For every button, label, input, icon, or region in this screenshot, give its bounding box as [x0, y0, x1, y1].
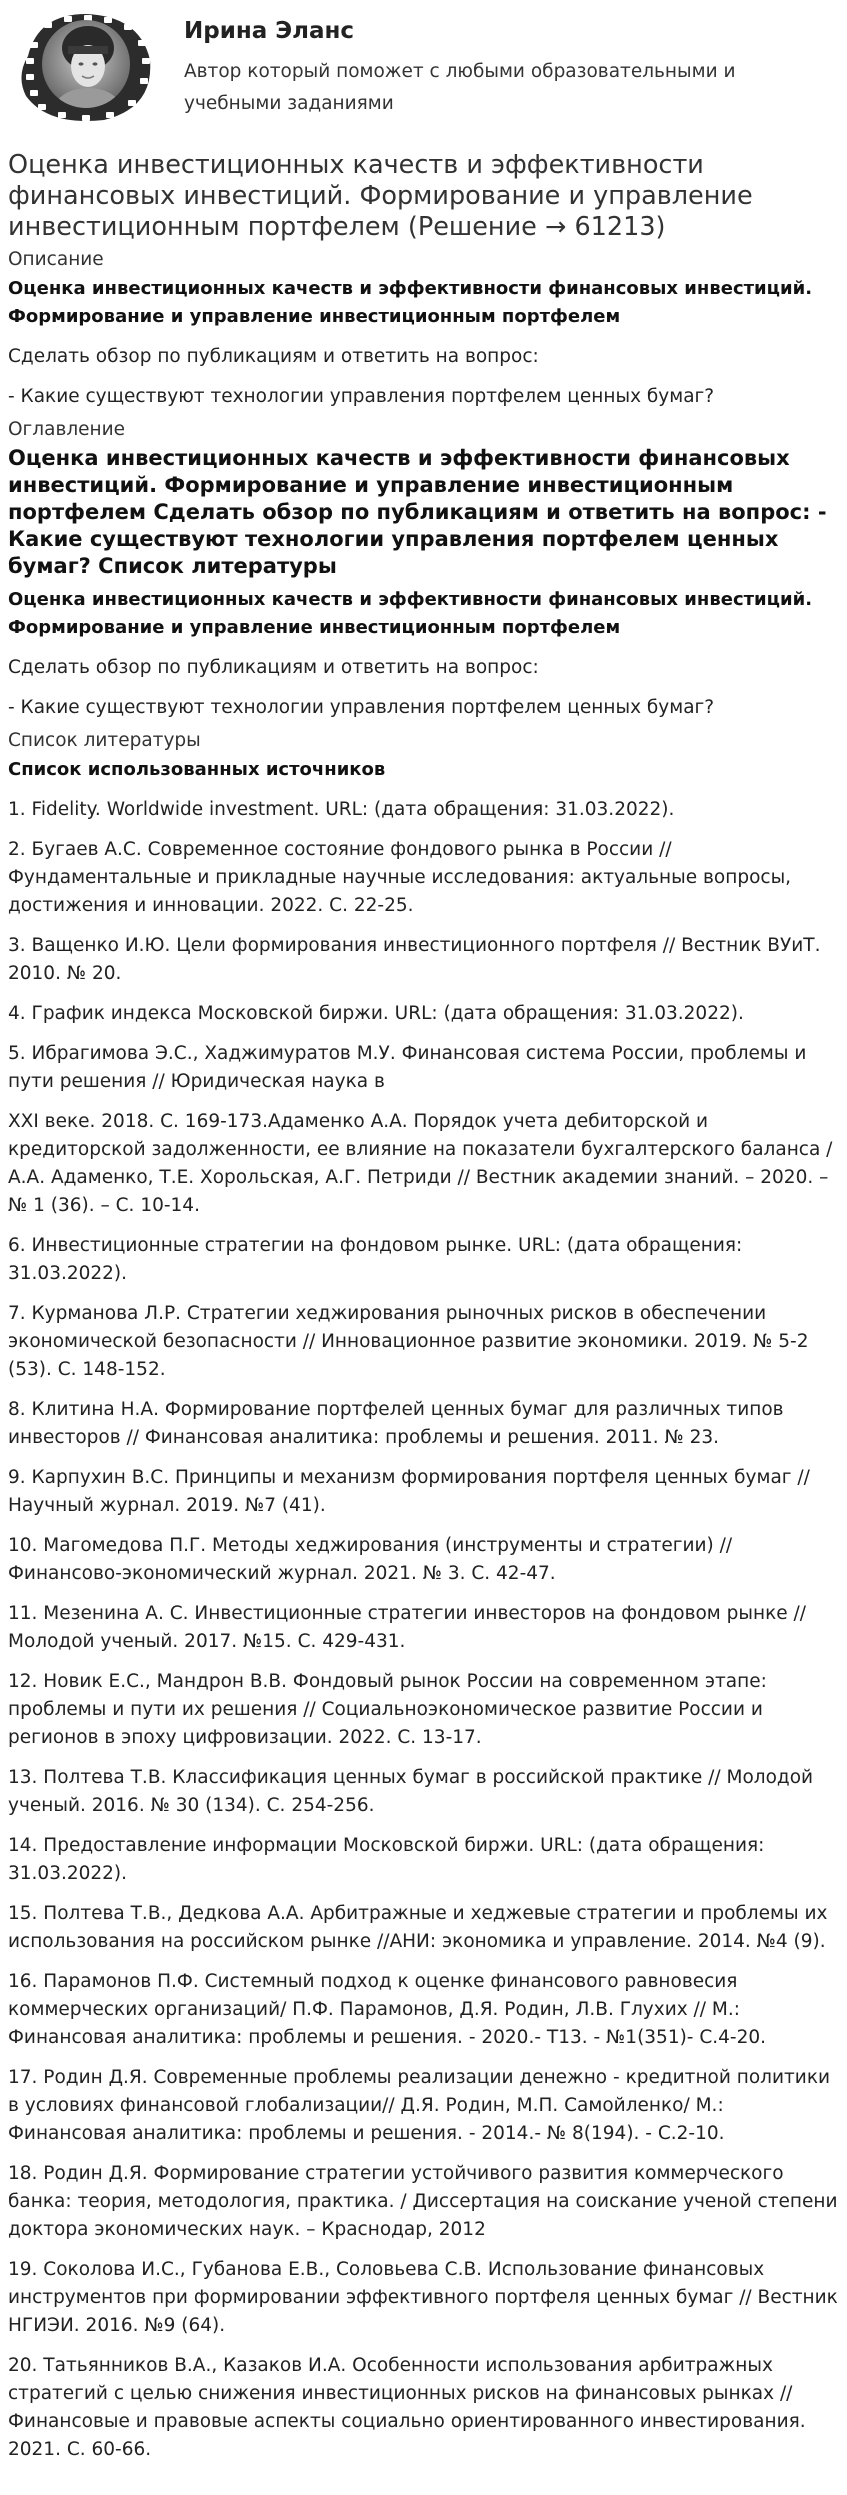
reference-item: 14. Предоставление информации Московской биржи. URL: (дата обращения: 31.03.2022). — [8, 1835, 765, 1884]
page-title: Оценка инвестиционных качеств и эффективности финансовых инвестиций. Формирование и управление инвестиционным портфелем (Решение → 61213) — [8, 150, 753, 242]
toc-question: - Какие существуют технологии управления портфелем ценных бумаг? — [8, 697, 715, 718]
toc-bold-text: Оценка инвестиционных качеств и эффективности финансовых инвестиций. Формирование и управление инвестиционным портфелем — [8, 589, 813, 638]
reference-item: 15. Полтева Т.В., Дедкова А.А. Арбитражные и хеджевые стратегии и проблемы их использования на российском рынке //АНИ: экономика и управление. 2014. №4 (9). — [8, 1903, 828, 1952]
reference-item: XXI веке. 2018. С. 169-173.Адаменко А.А. Порядок учета дебиторской и кредиторской задолженности, ее влияние на показатели бухгалтерского баланса / А.А. Адаменко, Т.Е. Хорольская, А.Г. Петриди // Вестник академии знаний. – 2020. –№ 1 (36). – С. 10-14. — [8, 1111, 833, 1216]
reference-item: 17. Родин Д.Я. Современные проблемы реализации денежно - кредитной политики в условиях финансовой глобализации// Д.Я. Родин, М.П. Самойленко/ М.: Финансовая аналитика: проблемы и решения. - 2014.- № 8(194). - С.2-10. — [8, 2067, 831, 2144]
reference-item: 20. Татьянников В.А., Казаков И.А. Особенности использования арбитражных стратегий с целью снижения инвестиционных рисков на финансовых рынках // Финансовые и правовые аспекты социально ориентированного инвестирования. 2021. С. 60-66. — [8, 2355, 806, 2460]
reference-item: 10. Магомедова П.Г. Методы хеджирования (инструменты и стратегии) // Финансово-экономический журнал. 2021. № 3. С. 42-47. — [8, 1535, 733, 1584]
description-task: Сделать обзор по публикациям и ответить на вопрос: — [8, 346, 539, 367]
reference-item: 19. Соколова И.С., Губанова Е.В., Соловьева С.В. Использование финансовых инструментов при формировании эффективного портфеля ценных бумаг // Вестник НГИЭИ. 2016. №9 (64). — [8, 2259, 838, 2336]
reference-item: 9. Карпухин В.С. Принципы и механизм формирования портфеля ценных бумаг // Научный журнал. 2019. №7 (41). — [8, 1467, 810, 1516]
reference-item: 4. График индекса Московской биржи. URL: (дата обращения: 31.03.2022). — [8, 1003, 744, 1024]
reference-item: 3. Ващенко И.Ю. Цели формирования инвестиционного портфеля // Вестник ВУиТ. 2010. № 20. — [8, 935, 821, 984]
reference-item: 5. Ибрагимова Э.С., Хаджимуратов М.У. Финансовая система России, проблемы и пути решения // Юридическая наука в — [8, 1043, 807, 1092]
reference-item: 1. Fidelity. Worldwide investment. URL: (дата обращения: 31.03.2022). — [8, 799, 675, 820]
author-description: Автор который поможет с любыми образовательными и учебными заданиями — [184, 61, 736, 114]
reference-item: 18. Родин Д.Я. Формирование стратегии устойчивого развития коммерческого банка: теория, методология, практика. / Диссертация на соискание ученой степени доктора экономических наук. – Краснодар, 2012 — [8, 2163, 838, 2240]
reference-item: 7. Курманова Л.Р. Стратегии хеджирования рыночных рисков в обеспечении экономической безопасности // Инновационное развитие экономики. 2019. № 5-2 (53). С. 148-152. — [8, 1303, 809, 1380]
references-label: Список литературы — [8, 730, 201, 751]
reference-item: 8. Клитина Н.А. Формирование портфелей ценных бумаг для различных типов инвесторов // Финансовая аналитика: проблемы и решения. 2011. № 23. — [8, 1399, 784, 1448]
film-reel-avatar-icon — [8, 8, 158, 128]
reference-item: 6. Инвестиционные стратегии на фондовом рынке. URL: (дата обращения: 31.03.2022). — [8, 1235, 743, 1284]
author-card — [8, 0, 839, 132]
author-info — [184, 8, 804, 120]
reference-item: 12. Новик Е.С., Мандрон В.В. Фондовый рынок России на современном этапе: проблемы и пути их решения // Социальноэкономическое развитие России и регионов в эпоху цифровизации. 2022. С. 13-17. — [8, 1671, 767, 1748]
reference-item: 11. Мезенина А. С. Инвестиционные стратегии инвесторов на фондовом рынке // Молодой ученый. 2017. №15. С. 429-431. — [8, 1603, 806, 1652]
toc-heading: Оценка инвестиционных качеств и эффективности финансовых инвестиций. Формирование и управление инвестиционным портфелем Сделать обзор по публикациям и ответить на вопрос: - Какие существуют технологии управления портфелем ценных бумаг? Список литературы — [8, 446, 827, 578]
reference-list — [8, 796, 839, 2464]
description-question: - Какие существуют технологии управления портфелем ценных бумаг? — [8, 386, 715, 407]
description-bold-text: Оценка инвестиционных качеств и эффективности финансовых инвестиций. Формирование и управление инвестиционным портфелем — [8, 278, 813, 327]
author-name[interactable]: Ирина Эланс — [184, 18, 355, 44]
description-label: Описание — [8, 249, 104, 270]
reference-item: 16. Парамонов П.Ф. Системный подход к оценке финансового равновесия коммерческих организаций/ П.Ф. Парамонов, Д.Я. Родин, Л.В. Глухих // М.: Финансовая аналитика: проблемы и решения. - 2020.- Т13. - №1(351)- С.4-20. — [8, 1971, 767, 2048]
reference-item: 13. Полтева Т.В. Классификация ценных бумаг в российской практике // Молодой ученый. 2016. № 30 (134). С. 254-256. — [8, 1767, 814, 1816]
toc-label: Оглавление — [8, 419, 126, 440]
avatar[interactable] — [8, 8, 158, 128]
toc-task: Сделать обзор по публикациям и ответить на вопрос: — [8, 657, 539, 678]
reference-item: 2. Бугаев А.С. Современное состояние фондового рынка в России // Фундаментальные и прикладные научные исследования: актуальные вопросы, достижения и инновации. 2022. С. 22-25. — [8, 839, 792, 916]
references-heading: Список использованных источников — [8, 759, 386, 780]
